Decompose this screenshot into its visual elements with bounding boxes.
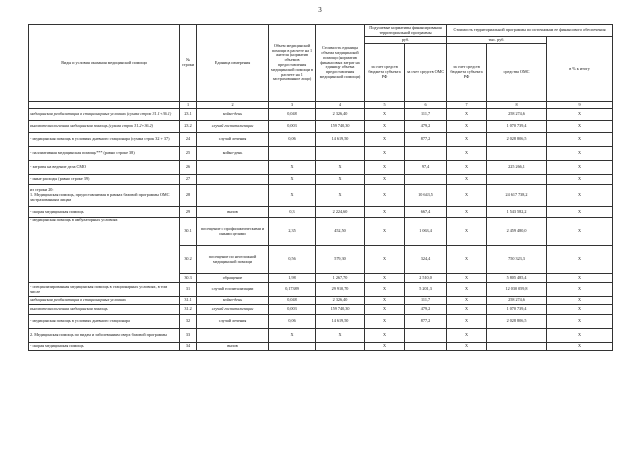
col-index: 7 xyxy=(447,102,487,109)
row-number: 34 xyxy=(180,343,197,351)
row-percap-budget: X xyxy=(365,246,405,274)
row-volume: 0,17389 xyxy=(269,283,316,297)
row-total-budget: X xyxy=(447,207,487,218)
table-row xyxy=(29,343,613,351)
row-unit: вызов xyxy=(197,207,269,218)
row-unit-cost: X xyxy=(316,175,365,185)
header-volume: Объем медицинской помощи в расчете на 1 жителя (норматив объемов предоставления медицинской помощи в расчете на 1 застрахованное лицо) xyxy=(269,25,316,102)
row-label: 2. Медицинская помощь по видам и заболеваниям сверх базовой программы xyxy=(29,329,180,343)
row-number: 23.1 xyxy=(180,109,197,121)
row-volume: 0,06 xyxy=(269,133,316,147)
row-percap-budget: X xyxy=(365,343,405,351)
header-percent: в % к итогу xyxy=(547,37,613,102)
row-total-oms xyxy=(487,343,547,351)
row-volume: 0,56 xyxy=(269,246,316,274)
row-percap-budget: X xyxy=(365,315,405,329)
row-total-oms: 258 274,6 xyxy=(487,297,547,305)
table-row xyxy=(29,147,613,161)
row-total-budget: X xyxy=(447,109,487,121)
row-unit: койко-день xyxy=(197,109,269,121)
col-index: 2 xyxy=(197,102,269,109)
col-index: 1 xyxy=(180,102,197,109)
column-index-row xyxy=(29,102,613,109)
row-total-budget: X xyxy=(447,283,487,297)
row-unit: случай госпитализации xyxy=(197,121,269,133)
row-percent: X xyxy=(547,305,613,315)
row-volume: 1,98 xyxy=(269,274,316,283)
row-number: 28 xyxy=(180,185,197,207)
table-row xyxy=(29,329,613,343)
row-unit-cost: X xyxy=(316,329,365,343)
row-unit: случай лечения xyxy=(197,133,269,147)
row-total-budget: X xyxy=(447,133,487,147)
row-unit-cost: 2 224,60 xyxy=(316,207,365,218)
row-total-oms xyxy=(487,175,547,185)
row-percent: X xyxy=(547,147,613,161)
table-row xyxy=(29,161,613,175)
row-total-budget: X xyxy=(447,343,487,351)
row-label: - иные расходы (равно строке 39) xyxy=(29,175,180,185)
row-percap-oms: 479,2 xyxy=(405,305,447,315)
row-total-budget: X xyxy=(447,315,487,329)
row-total-budget: X xyxy=(447,161,487,175)
row-total-budget: X xyxy=(447,297,487,305)
row-unit: посещение по неотложной медицинской помощи xyxy=(197,246,269,274)
row-percap-budget: X xyxy=(365,305,405,315)
row-total-oms: 2 028 806,5 xyxy=(487,315,547,329)
row-total-budget: X xyxy=(447,246,487,274)
row-total-oms: 1 070 739,4 xyxy=(487,121,547,133)
row-percap-oms: 10 643,5 xyxy=(405,185,447,207)
row-unit-cost: 29 910,70 xyxy=(316,283,365,297)
row-number: 30.1 xyxy=(180,218,197,246)
row-percent: X xyxy=(547,297,613,305)
row-percap-budget: X xyxy=(365,175,405,185)
row-unit: обращение xyxy=(197,274,269,283)
row-total-oms xyxy=(487,329,547,343)
row-percap-oms: 667,4 xyxy=(405,207,447,218)
row-number: 31 xyxy=(180,283,197,297)
row-percap-oms: 877,2 xyxy=(405,315,447,329)
row-label: - медицинская помощь в условиях дневного стационара (сумма строк 32 + 37) xyxy=(29,133,180,147)
row-number: 29 xyxy=(180,207,197,218)
row-percap-oms: 877,2 xyxy=(405,133,447,147)
row-number: 23.2 xyxy=(180,121,197,133)
row-percap-budget: X xyxy=(365,218,405,246)
header-no: № строки xyxy=(180,25,197,102)
row-unit: койко-день xyxy=(197,147,269,161)
row-volume: 0,3 xyxy=(269,207,316,218)
row-total-budget: X xyxy=(447,121,487,133)
row-total-budget: X xyxy=(447,218,487,246)
row-unit-cost: 2 326,40 xyxy=(316,109,365,121)
row-percent: X xyxy=(547,329,613,343)
row-percent: X xyxy=(547,185,613,207)
row-label: высокотехнологичная медицинская помощь xyxy=(29,305,180,315)
row-percap-oms xyxy=(405,329,447,343)
row-percent: X xyxy=(547,274,613,283)
row-number: 31.2 xyxy=(180,305,197,315)
row-unit: посещение с профилактическими и иными целями xyxy=(197,218,269,246)
header-oms: за счет средств ОМС xyxy=(405,44,447,102)
row-percent: X xyxy=(547,246,613,274)
row-volume: X xyxy=(269,329,316,343)
row-total-budget: X xyxy=(447,147,487,161)
row-percent: X xyxy=(547,109,613,121)
row-number: 26 xyxy=(180,161,197,175)
row-percap-oms: 2 510,0 xyxy=(405,274,447,283)
header-budget-total: за счет средств бюджета субъекта РФ xyxy=(447,44,487,102)
row-percap-oms: 479,2 xyxy=(405,121,447,133)
row-unit-cost: X xyxy=(316,185,365,207)
row-total-oms: 2 459 480,0 xyxy=(487,218,547,246)
row-percap-budget: X xyxy=(365,161,405,175)
header-unit-thrub: тыс. руб. xyxy=(447,37,547,44)
header-cost: Стоимость единицы объема медицинской помощи (норматив финансовых затрат на единицу объема предоставления медицинской помощи) xyxy=(316,25,365,102)
row-percent: X xyxy=(547,315,613,329)
row-total-oms: 2 028 806,5 xyxy=(487,133,547,147)
row-label: высокотехнологичная медицинская помощь (сумма строк 31.2+36.2) xyxy=(29,121,180,133)
row-unit xyxy=(197,175,269,185)
row-percent: X xyxy=(547,175,613,185)
row-total-budget: X xyxy=(447,175,487,185)
row-number: 30.2 xyxy=(180,246,197,274)
row-percap-budget: X xyxy=(365,329,405,343)
row-percent: X xyxy=(547,161,613,175)
row-unit: случай госпитализации xyxy=(197,305,269,315)
row-percent: X xyxy=(547,218,613,246)
row-percap-oms xyxy=(405,175,447,185)
row-unit-cost xyxy=(316,343,365,351)
row-number: 24 xyxy=(180,133,197,147)
row-percap-budget: X xyxy=(365,147,405,161)
row-percap-oms: 111,7 xyxy=(405,109,447,121)
row-percap-budget: X xyxy=(365,133,405,147)
page-number: 3 xyxy=(318,6,322,14)
row-unit-cost: 579,30 xyxy=(316,246,365,274)
row-percap-budget: X xyxy=(365,274,405,283)
row-percap-oms: 111,7 xyxy=(405,297,447,305)
header-budget: за счет средств бюджета субъекта РФ xyxy=(365,44,405,102)
row-label: - специализированная медицинская помощь в стационарных условиях, в том числе xyxy=(29,283,180,297)
table-row xyxy=(29,283,613,297)
row-total-oms: 1 070 739,4 xyxy=(487,305,547,315)
row-number: 27 xyxy=(180,175,197,185)
header-oms-total: средства ОМС xyxy=(487,44,547,102)
table-row xyxy=(29,207,613,218)
row-label: - медицинская помощь в амбулаторных условиях xyxy=(29,218,180,283)
row-unit xyxy=(197,329,269,343)
row-total-oms: 12 030 059,8 xyxy=(487,283,547,297)
row-number: 33 xyxy=(180,329,197,343)
row-percap-budget: X xyxy=(365,297,405,305)
row-unit-cost: 14 619,50 xyxy=(316,133,365,147)
row-percap-oms: 5 201,3 xyxy=(405,283,447,297)
row-volume: X xyxy=(269,175,316,185)
row-total-oms: 1 543 582,2 xyxy=(487,207,547,218)
row-volume: 0,048 xyxy=(269,109,316,121)
row-unit-cost: 14 619,50 xyxy=(316,315,365,329)
row-number: 30.3 xyxy=(180,274,197,283)
col-index: 8 xyxy=(487,102,547,109)
header-unit-rub: руб. xyxy=(365,37,447,44)
row-percent: X xyxy=(547,283,613,297)
row-total-oms: 5 805 485,4 xyxy=(487,274,547,283)
row-total-budget: X xyxy=(447,305,487,315)
row-volume: 0,048 xyxy=(269,297,316,305)
row-unit-cost: X xyxy=(316,161,365,175)
row-unit xyxy=(197,161,269,175)
header-total-group: Стоимость территориальной программы по источникам ее финансового обеспечения xyxy=(447,25,613,37)
row-unit-cost: 159 740,30 xyxy=(316,121,365,133)
row-label: - затраты на ведение дела СМО xyxy=(29,161,180,175)
row-number: 32 xyxy=(180,315,197,329)
table-row xyxy=(29,109,613,121)
row-volume: X xyxy=(269,185,316,207)
table-row xyxy=(29,121,613,133)
row-label: - скорая медицинская помощь xyxy=(29,207,180,218)
row-percent: X xyxy=(547,133,613,147)
row-volume: 0,003 xyxy=(269,121,316,133)
header-unit: Единица измерения xyxy=(197,25,269,102)
row-label: медицинская реабилитация в стационарных условиях (сумма строк 31.1+36.1) xyxy=(29,109,180,121)
row-number: 31.1 xyxy=(180,297,197,305)
row-volume xyxy=(269,343,316,351)
row-percap-oms xyxy=(405,343,447,351)
program-cost-table xyxy=(28,24,613,351)
header-type: Виды и условия оказания медицинской помощи xyxy=(29,25,180,102)
row-unit-cost xyxy=(316,147,365,161)
row-label: из строки 20: 1. Медицинская помощь, предоставляемая в рамках базовой программы ОМС застрахованным лицам xyxy=(29,185,180,207)
row-total-oms: 750 323,3 xyxy=(487,246,547,274)
row-number: 25 xyxy=(180,147,197,161)
row-label: - паллиативная медицинская помощь*** (равно строке 38) xyxy=(29,147,180,161)
row-unit-cost: 159 740,30 xyxy=(316,305,365,315)
table-row xyxy=(29,305,613,315)
row-volume: 2,35 xyxy=(269,218,316,246)
row-percap-oms xyxy=(405,147,447,161)
row-percap-budget: X xyxy=(365,207,405,218)
row-percap-oms: 97,4 xyxy=(405,161,447,175)
table-row xyxy=(29,315,613,329)
table-row xyxy=(29,185,613,207)
row-total-oms xyxy=(487,147,547,161)
row-unit-cost: 1 267,70 xyxy=(316,274,365,283)
row-total-oms: 225 266,1 xyxy=(487,161,547,175)
row-unit: койко-день xyxy=(197,297,269,305)
row-label: медицинская реабилитация в стационарных условиях xyxy=(29,297,180,305)
row-volume: 0,06 xyxy=(269,315,316,329)
row-label: - медицинская помощь в условиях дневного стационара xyxy=(29,315,180,329)
table-row xyxy=(29,133,613,147)
row-percap-oms: 1 063,4 xyxy=(405,218,447,246)
table-row xyxy=(29,175,613,185)
row-percent: X xyxy=(547,207,613,218)
row-percap-budget: X xyxy=(365,121,405,133)
row-percent: X xyxy=(547,343,613,351)
col-index: 9 xyxy=(547,102,613,109)
row-unit-cost: 2 326,40 xyxy=(316,297,365,305)
row-unit xyxy=(197,185,269,207)
row-percap-oms: 324,4 xyxy=(405,246,447,274)
row-volume: 0,003 xyxy=(269,305,316,315)
col-index: 4 xyxy=(316,102,365,109)
table-row xyxy=(29,218,613,246)
row-total-budget: X xyxy=(447,185,487,207)
row-unit: случай госпитализации xyxy=(197,283,269,297)
col-index: 6 xyxy=(405,102,447,109)
row-total-budget: X xyxy=(447,329,487,343)
col-index: 3 xyxy=(269,102,316,109)
row-percap-budget: X xyxy=(365,283,405,297)
col-index: 5 xyxy=(365,102,405,109)
row-unit: случай лечения xyxy=(197,315,269,329)
row-percent: X xyxy=(547,121,613,133)
row-volume: X xyxy=(269,161,316,175)
row-unit-cost: 452,50 xyxy=(316,218,365,246)
header-percap-group: Подушевые нормативы финансирования территориальной программы xyxy=(365,25,447,37)
table-row xyxy=(29,297,613,305)
row-unit: вызов xyxy=(197,343,269,351)
row-percap-budget: X xyxy=(365,109,405,121)
row-volume xyxy=(269,147,316,161)
row-percap-budget: X xyxy=(365,185,405,207)
row-total-oms: 258 274,6 xyxy=(487,109,547,121)
row-total-oms: 24 617 738,2 xyxy=(487,185,547,207)
row-total-budget: X xyxy=(447,274,487,283)
row-label: - скорая медицинская помощь xyxy=(29,343,180,351)
